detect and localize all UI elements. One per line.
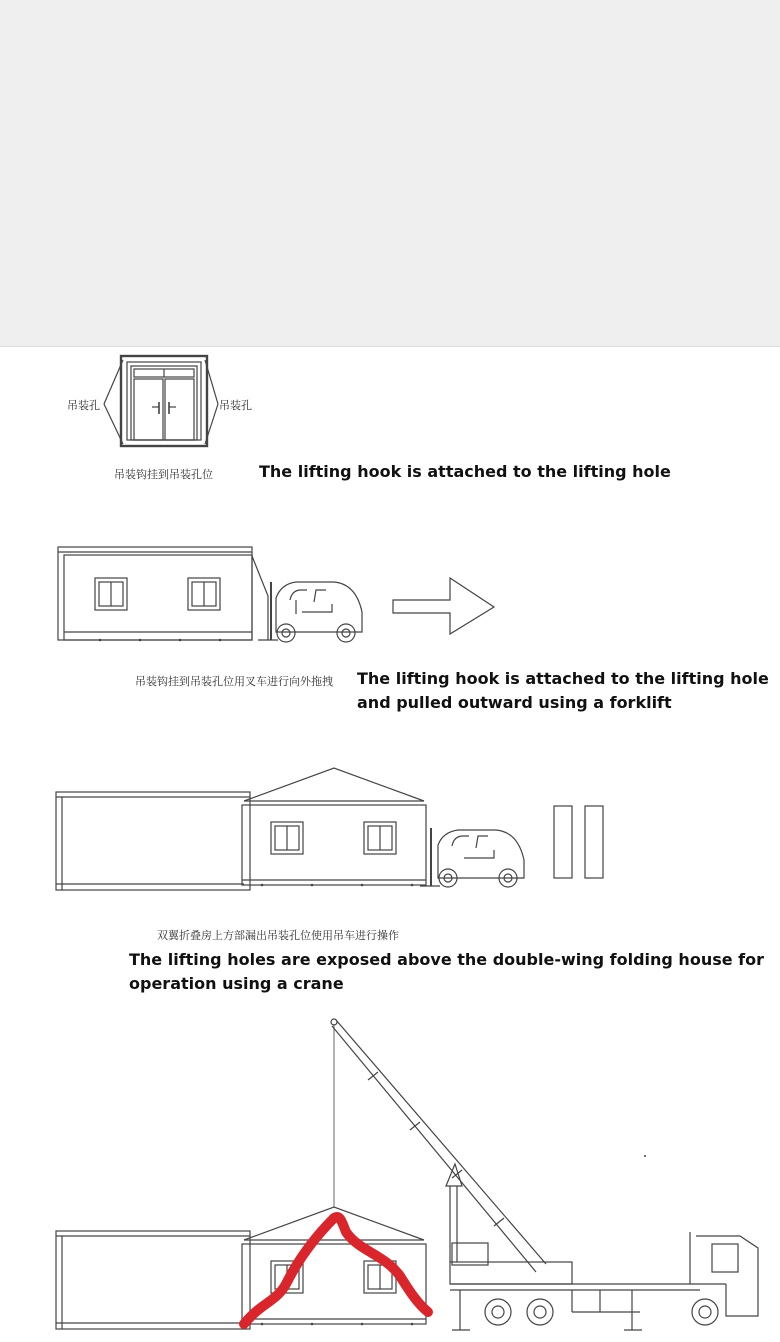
lifting-hole-label-left: 吊装孔	[67, 399, 100, 412]
crane-boom	[332, 1020, 546, 1272]
center-module-with-roof	[242, 768, 426, 885]
forklift-2	[420, 828, 524, 887]
direction-arrow-right	[393, 578, 494, 634]
step3-caption-en-line1: The lifting holes are exposed above the double-wing folding house for	[129, 950, 764, 969]
step3-caption-cn: 双翼折叠房上方部漏出吊装孔位使用吊车进行操作	[157, 929, 399, 942]
step2-caption-en-line2: and pulled outward using a forklift	[357, 693, 672, 712]
crane-cable	[331, 1019, 337, 1207]
step2-caption-cn: 吊装钩挂到吊装孔位用叉车进行向外拖拽	[135, 675, 333, 688]
extended-wing-section-2	[56, 1231, 250, 1329]
step1-caption-cn: 吊装钩挂到吊装孔位	[114, 468, 213, 481]
forklift	[258, 582, 362, 642]
extended-wing-section	[56, 792, 250, 890]
step1-caption-en: The lifting hook is attached to the lifting hole	[259, 462, 671, 481]
crane-truck	[450, 1232, 758, 1330]
red-marker-annotation	[244, 1217, 428, 1324]
folded-container-side	[58, 547, 268, 640]
lifting-hole-label-right: 吊装孔	[219, 399, 252, 412]
step3-caption-en-line2: operation using a crane	[129, 974, 344, 993]
pause-symbol	[554, 806, 603, 878]
container-front-view	[121, 356, 207, 446]
step2-caption-en-line1: The lifting hook is attached to the lifting hole	[357, 669, 769, 688]
